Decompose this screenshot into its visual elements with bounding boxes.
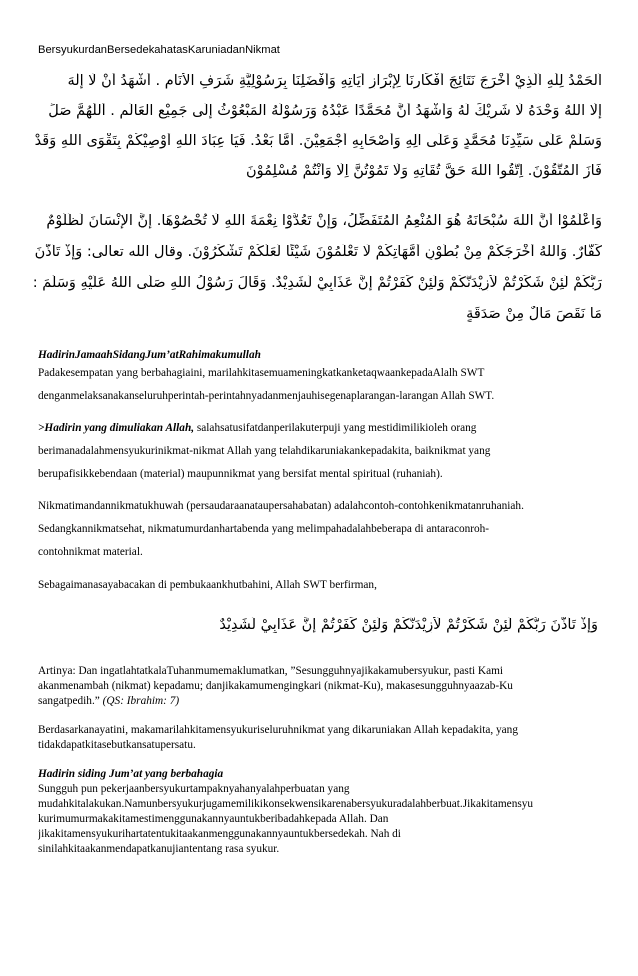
arabic-opening-line: إِلَّا اللهُ وَحْدَهُ لَا شَرِيْكَ لَهُ وَأَشْهَدُ أَنَّ مُحَمَّدًا عَبْدُهُ وَرَسُوْلُهُ الْمَبْعُوْثُ إِلَى جَمِيْعِ الْعَالَمِ . أَللّٰهُمَّ صَلِّ [48, 103, 602, 119]
paragraph-line: berupafisikkebendaan (material) maupunnikmat yang bersifat mental spiritual (ruhaniah). [38, 468, 443, 480]
section-heading: Hadirin siding Jum’at yang berbahagia [38, 768, 224, 780]
arabic-verse: وَإِذْ تَأَذَّنَ رَبُّكُمْ لَئِنْ شَكَرْتُمْ لَأَزِيْدَنَّكُمْ وَلَئِنْ كَفَرْتُمْ إِنَّ عَذَابِيْ لَشَدِيْدٌ [219, 617, 598, 633]
paragraph-line: berimanadalahmensyukurinikmat-nikmat Allah yang telahdikaruniakankepadakita, baiknikmat yang [38, 445, 491, 457]
paragraph-line: Berdasarkanayatini, makamarilahkitamensyukuriseluruhnikmat yang dikaruniakan Allah kepadakita, yang [38, 724, 518, 736]
arabic-second-line: كَفَّارٌ. وَاللهُ أَخْرَجَكُمْ مِنْ بُطُوْنِ أُمَّهَاتِكُمْ لَا تَعْلَمُوْنَ شَيْئًا لَعَلَّكُمْ تَشْكُرُوْنَ. وقال الله تعالى: وَإِذْ تَأَذَّنَ [34, 244, 602, 260]
arabic-opening-line: اَلْحَمْدُ لِلّٰهِ اَلَّذِيْ أَخْرَجَ نَتَائِجَ أَفْكَارِنَا لِإِبْرَازِ أَيَاتِهِ وَأَفْضَلِنَا بِرَسُوْلِيَّةِ شَرَفِ الْأَنَامِ . أَشْهَدُ أَنْ لَا إِلٰهَ [67, 73, 602, 89]
paragraph-line: sinilahkitaakanmendapatkanujiantentang rasa syukur. [38, 843, 280, 855]
paragraph-line: Padakesempatan yang berbahagiaini, marilahkitasemuameningkatkanketaqwaankepadaAlalh SWT [38, 367, 485, 379]
paragraph-line: kurimumurmakakitamestimenggunakannyauntukberibadahkepada Allah. Dan [38, 813, 389, 825]
arabic-opening-line: وَسَلِّمْ عَلَى سَيِّدِنَا مُحَمَّدٍ وَعَلَى آلِهِ وَأَصْحَابِهِ أَجْمَعِيْنَ. أَمَّا بَعْدُ. فَيَا عِبَادَ اللهِ أُوْصِيْكُمْ بِتَقْوَى اللهِ وَقَدْ [34, 133, 602, 149]
paragraph-line: tidakdapatkitasebutkansatupersatu. [38, 739, 196, 751]
paragraph-line [38, 421, 604, 436]
translation-line: Artinya: Dan ingatlahtatkalaTuhanmumemaklumatkan, ”Sesungguhnyajikakamubersyukur, pasti Kami [38, 665, 504, 677]
arabic-second-line: وَاعْلَمُوْا أَنَّ اللهَ سُبْحَانَهُ هُوَ الْمُنْعِمُ الْمُتَفَضِّلُ، وَإِنْ تَعُدُّوْا نِعْمَةَ اللهِ لَا تُحْصُوْهَا. إِنَّ الْإِنْسَانَ لَظَلُوْمٌ [46, 213, 602, 229]
paragraph-line: Nikmatimandannikmatukhuwah (persaudaraanataupersahabatan) adalahcontoh-contohkenikmatanruhaniah. [38, 500, 524, 512]
paragraph-line: Sungguh pun pekerjaanbersyukurtampaknyahanyalahperbuatan yang [38, 783, 350, 795]
translation-line: akanmenambah (nikmat) kepadamu; danjikakamumengingkari (nikmat-Ku), makasesungguhnyaazab-Ku [38, 680, 513, 692]
paragraph-line: contohnikmat material. [38, 546, 143, 558]
inline-emphasis: >Hadirin yang dimuliakan Allah, [38, 422, 195, 434]
paragraph-line: jikakitamensyukurihartatentukitaakanmenggunakannyauntukbersedekah. Nah di [38, 828, 401, 840]
paragraph-line: Sebagaimanasayabacakan di pembukaankhutbahini, Allah SWT berfirman, [38, 579, 377, 591]
inline-text: sangatpedih.” [38, 695, 100, 707]
verse-reference: (QS: Ibrahim: 7) [99, 695, 180, 707]
section-heading: HadirinJamaahSidangJum’atRahimakumullah [38, 349, 261, 361]
paragraph-line: denganmelaksanakanseluruhperintah-perintahnyadanmenjauhisegenaplarangan-larangan Allah SWT. [38, 390, 495, 402]
inline-text: salahsatusifatdanperilakuterpuji yang mestidimilikioleh orang [194, 422, 477, 434]
arabic-second-line: رَبُّكُمْ لَئِنْ شَكَرْتُمْ لَأَزِيْدَنَّكُمْ وَلَئِنْ كَفَرْتُمْ إِنَّ عَذَابِيْ لَشَدِيْدٌ. وَقَالَ رَسُوْلُ اللهِ صَلَّى اللهُ عَلَيْهِ وَسَلَّمَ : [32, 275, 602, 291]
document-title: BersyukurdanBersedekahatasKaruniadanNikmat [38, 44, 280, 56]
paragraph-line: mudahkitalakukan.Namunbersyukurjugamemilikikonsekwensikarenabersyukuradalahberbuat.Jikakitamensyu [38, 798, 534, 810]
arabic-opening-line: فَازَ الْمُتَّقُوْنَ. اِتَّقُوا اللهَ حَقَّ تُقَاتِهِ وَلَا تَمُوْتُنَّ اِلَّا وَأَنْتُمْ مُسْلِمُوْنَ [246, 163, 602, 179]
translation-line [38, 694, 604, 709]
arabic-second-line: مَا نَقَصَ مَالٌ مِنْ صَدَقَةٍ [466, 306, 602, 322]
paragraph-line: Sedangkannikmatsehat, nikmatumurdanhartabenda yang melimpahadalahbeberapa di antaraconroh- [38, 523, 490, 535]
